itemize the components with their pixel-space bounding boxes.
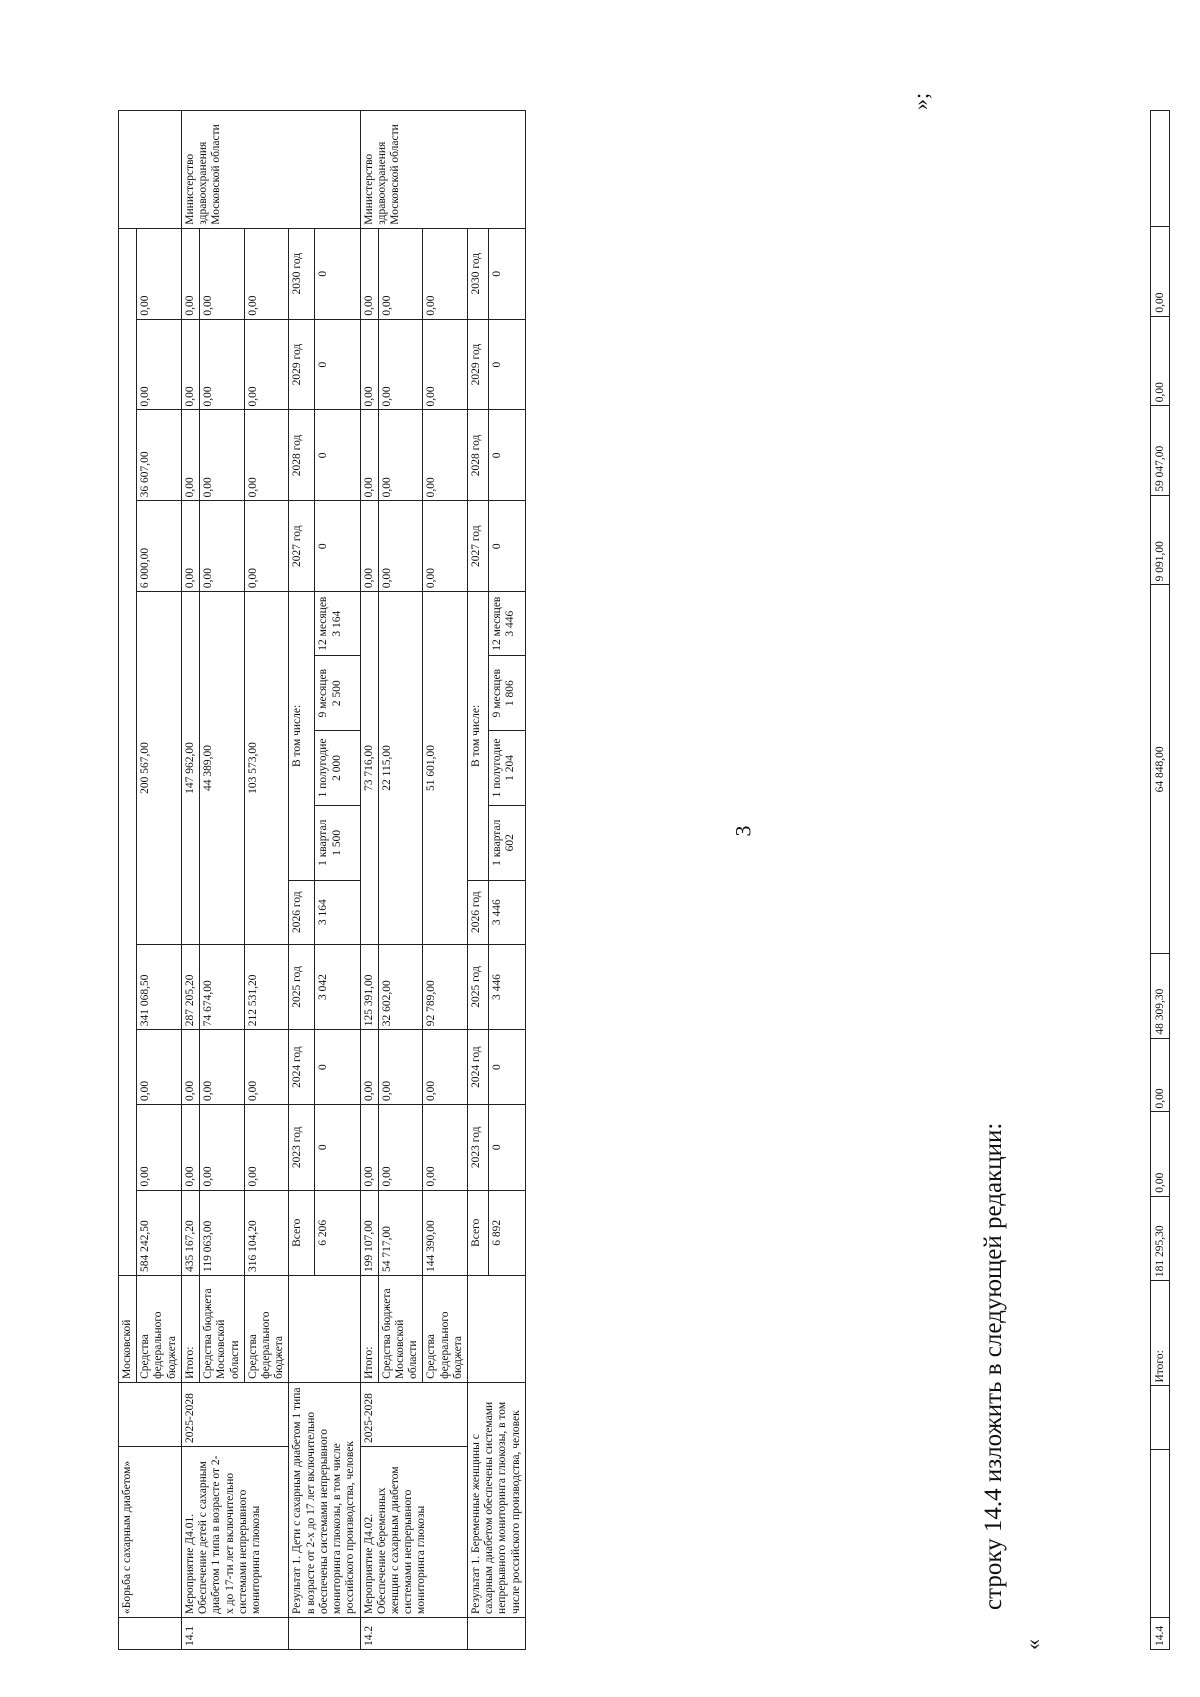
executor: Министерство здравоохранения Московской области [360, 111, 525, 229]
ministry-label: Московской [119, 1276, 137, 1383]
result-text: Результат 1. Беременные женщины с сахарным диабетом обеспечены системами непрерывного мониторинга глюкозы, в том числе российского производства, человек [468, 1382, 526, 1617]
table-row: 6 206 0 0 3 042 3 164 1 квартал 1 500 1 полугодие 2 000 9 месяцев 2 500 12 месяцев 3 164 0 0 0 0 [315, 111, 360, 1650]
result-text: Результат 1. Дети с сахарным диабетом 1 типа в возрасте от 2-х до 17 лет включительно обеспечены системами непрерывного мониторинга глюкозы, в том числе российского производства, человек [289, 1382, 360, 1617]
page-number: 3 [730, 825, 756, 837]
row-number: 14.4 [1151, 1618, 1170, 1650]
row-number: 14.2 [360, 1617, 468, 1649]
open-quote: « [1020, 1639, 1045, 1650]
table-row: Средства федерального бюджета 144 390,00 0,00 0,00 92 789,00 51 601,00 0,00 0,00 0,00 0,00 [423, 111, 468, 1650]
table-row: Средства бюджета Московской области 119 063,00 0,00 0,00 74 674,00 44 389,00 0,00 0,00 0,00 0,00 [200, 111, 245, 1650]
table-row: Средства бюджета Московской области 54 717,00 0,00 0,00 32 602,00 22 115,00 0,00 0,00 0,00 0,00 [378, 111, 423, 1650]
funding-label: Средства федерального бюджета [137, 1276, 182, 1383]
period: 2025-2028 [360, 1382, 468, 1446]
table-row: Результат 1. Беременные женщины с сахарным диабетом обеспечены системами непрерывного мониторинга глюкозы, в том числе российского производства, человек Всего 2023 год 2024 год 2025 год 2026 год В том числе: 2027 год 2028 год 2029 год 2030 год [468, 111, 489, 1650]
table-row: 6 892 0 0 3 446 3 446 1 квартал 602 1 полугодие 1 204 9 месяцев 1 806 12 месяцев 3 446 0 0 0 0 [489, 111, 526, 1650]
table-row: 14.2 Мероприятие Д4.02. Обеспечение беременных женщин с сахарным диабетом системами непрерывного мониторинга глюкозы 2025-2028 Итого: 199 107,00 0,00 0,00 125 391,00 73 716,00 0,00 0,00 0,00 0,00 Министерство здравоохранения Московской области [360, 111, 378, 1650]
table-row: Средства федерального бюджета 584 242,50 0,00 0,00 341 068,50 200 567,00 6 000,00 36 607,00 0,00 0,00 [137, 111, 182, 1650]
program-table [118, 110, 526, 1650]
executor: Министерство здравоохранения Московской области [181, 111, 360, 229]
table-row [119, 111, 137, 1650]
row-number: 14.1 [181, 1617, 289, 1649]
close-quote: »; [908, 92, 933, 110]
amendment-heading: строку 14.4 изложить в следующей редакции: [980, 1122, 1007, 1610]
table-row: Средства федерального бюджета 316 104,20 0,00 0,00 212 531,20 103 573,00 0,00 0,00 0,00 0,00 [244, 111, 289, 1650]
replacement-row-table [1150, 110, 1170, 1650]
table-row: 14.1 Мероприятие Д4.01. Обеспечение детей с сахарным диабетом 1 типа в возрасте от 2-х до 17-ти лет включительно системами непрерывного мониторинга глюкозы 2025-2028 Итого: 435 167,20 0,00 0,00 287 205,20 147 962,00 0,00 0,00 0,00 0,00 Министерство здравоохранения Московской области [181, 111, 199, 1650]
table-row: Результат 1. Дети с сахарным диабетом 1 типа в возрасте от 2-х до 17 лет включительно обеспечены системами непрерывного мониторинга глюкозы, в том числе российского производства, человек Всего 2023 год 2024 год 2025 год 2026 год В том числе: 2027 год 2028 год 2029 год 2030 год [289, 111, 315, 1650]
period: 2025-2028 [181, 1382, 289, 1446]
activity-title: Мероприятие Д4.02. Обеспечение беременных женщин с сахарным диабетом системами непрерывного мониторинга глюкозы [360, 1446, 468, 1617]
project-name: «Борьба с сахарным диабетом» [119, 1446, 182, 1617]
rotated-content [90, 50, 1200, 1650]
activity-title: Мероприятие Д4.01. Обеспечение детей с сахарным диабетом 1 типа в возрасте от 2-х до 17-ти лет включительно системами непрерывного мониторинга глюкозы [181, 1446, 289, 1617]
table-row: 14.4 Итого: 181 295,30 0,00 0,00 48 309,30 64 848,00 9 091,00 59 047,00 0,00 0,00 [1151, 111, 1170, 1650]
